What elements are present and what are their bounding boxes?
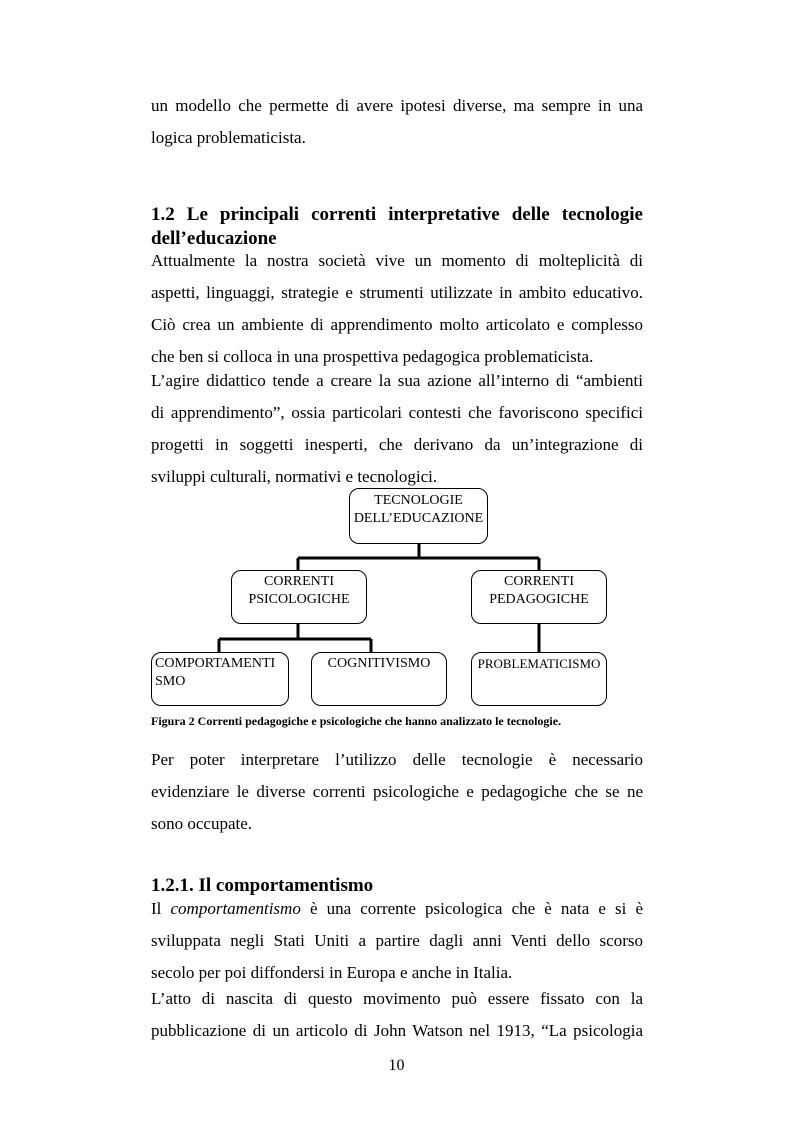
diagram-node-problematicismo	[471, 652, 607, 706]
node-label: COMPORTAMENTI	[155, 656, 276, 671]
text-line: pubblicazione di un articolo di John Watson nel 1913, “La psicologia	[151, 1021, 643, 1040]
node-label: TECNOLOGIE	[374, 493, 463, 508]
text-line: Attualmente la nostra società vive un momento di molteplicità di	[151, 251, 643, 270]
emphasis-term: comportamentismo	[170, 899, 301, 918]
subsection-heading: 1.2.1. Il comportamentismo	[151, 875, 374, 896]
node-label: PEDAGOGICHE	[489, 592, 589, 607]
diagram-node-comportamentismo	[151, 652, 289, 706]
node-label: SMO	[155, 674, 186, 689]
paragraph-4	[151, 893, 643, 989]
text-line: evidenziare le diverse correnti psicologiche e pedagogiche che se ne	[151, 782, 643, 801]
node-label: COGNITIVISMO	[327, 656, 431, 671]
node-label: PSICOLOGICHE	[248, 592, 350, 607]
text-line: sviluppi culturali, normativi e tecnologici.	[151, 467, 438, 486]
text-line: un modello che permette di avere ipotesi diverse, ma sempre in una	[151, 96, 643, 115]
text-run: è una corrente psicologica che è nata e si è	[300, 899, 643, 918]
text-line: L’atto di nascita di questo movimento può essere fissato con la	[151, 989, 643, 1008]
text-line: aspetti, linguaggi, strategie e strumenti utilizzate in ambito educativo.	[151, 283, 643, 302]
text-line: Ciò crea un ambiente di apprendimento molto articolato e complesso	[151, 315, 643, 334]
figure-caption: Figura 2 Correnti pedagogiche e psicologiche che hanno analizzato le tecnologie.	[151, 714, 562, 728]
text-line: sviluppata negli Stati Uniti a partire dagli anni Venti dello scorso	[151, 931, 643, 950]
text-run: Il	[151, 899, 171, 918]
node-label: CORRENTI	[264, 574, 334, 589]
text-line: logica problematicista.	[151, 128, 306, 147]
diagram-node-tecnologie	[349, 488, 488, 544]
diagram-node-psicologiche	[231, 570, 367, 624]
text-line: che ben si colloca in una prospettiva pedagogica problematicista.	[151, 347, 594, 366]
diagram-node-cognitivismo	[311, 652, 447, 706]
heading-line: dell’educazione	[151, 228, 277, 249]
text-line: Per poter interpretare l’utilizzo delle tecnologie è necessario	[151, 750, 643, 769]
page-number: 10	[388, 1057, 405, 1074]
text-line: di apprendimento”, ossia particolari contesti che favoriscono specifici	[151, 403, 643, 422]
diagram-node-pedagogiche	[471, 570, 607, 624]
node-label: DELL’EDUCAZIONE	[353, 511, 484, 526]
text-line: progetti in soggetti inesperti, che derivano da un’integrazione di	[151, 435, 643, 454]
text-line	[151, 893, 643, 925]
text-line: secolo per poi diffondersi in Europa e anche in Italia.	[151, 963, 513, 982]
node-label: PROBLEMATICISMO	[477, 656, 601, 671]
paragraph-5	[151, 983, 643, 1047]
text-line: sono occupate.	[151, 814, 253, 833]
text-line: L’agire didattico tende a creare la sua azione all’interno di “ambienti	[151, 371, 643, 390]
heading-line: 1.2 Le principali correnti interpretative delle tecnologie	[151, 204, 643, 225]
paragraph-3	[151, 744, 643, 840]
node-label: CORRENTI	[504, 574, 574, 589]
